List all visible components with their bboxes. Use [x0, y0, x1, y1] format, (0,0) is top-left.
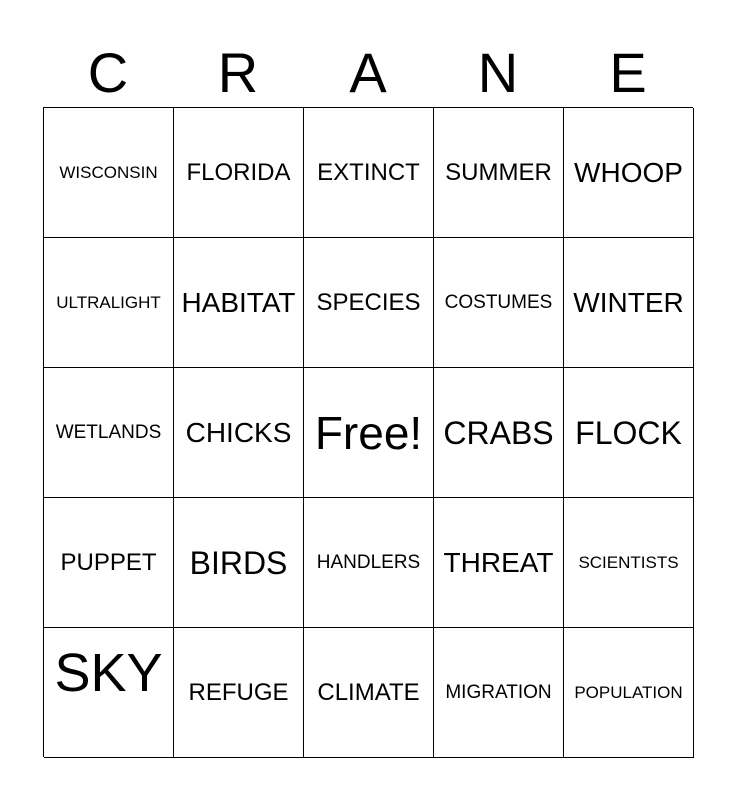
- free-space[interactable]: Free!: [304, 368, 434, 498]
- bingo-cell[interactable]: SPECIES: [304, 238, 434, 368]
- bingo-cell[interactable]: CLIMATE: [304, 628, 434, 758]
- bingo-header: [43, 40, 693, 106]
- bingo-cell[interactable]: SKY: [44, 628, 174, 758]
- bingo-cell[interactable]: POPULATION: [564, 628, 694, 758]
- bingo-cell[interactable]: THREAT: [434, 498, 564, 628]
- bingo-cell[interactable]: SCIENTISTS: [564, 498, 694, 628]
- bingo-cell[interactable]: EXTINCT: [304, 108, 434, 238]
- header-letter-r: R: [217, 41, 259, 104]
- bingo-cell[interactable]: BIRDS: [174, 498, 304, 628]
- bingo-cell[interactable]: CRABS: [434, 368, 564, 498]
- bingo-cell[interactable]: FLOCK: [564, 368, 694, 498]
- bingo-cell[interactable]: WINTER: [564, 238, 694, 368]
- bingo-cell[interactable]: REFUGE: [174, 628, 304, 758]
- bingo-cell[interactable]: MIGRATION: [434, 628, 564, 758]
- header-letter-n: N: [477, 41, 519, 104]
- bingo-cell[interactable]: HABITAT: [174, 238, 304, 368]
- bingo-cell[interactable]: HANDLERS: [304, 498, 434, 628]
- header-letter-c: C: [87, 41, 129, 104]
- bingo-cell[interactable]: PUPPET: [44, 498, 174, 628]
- bingo-cell[interactable]: CHICKS: [174, 368, 304, 498]
- bingo-cell[interactable]: ULTRALIGHT: [44, 238, 174, 368]
- bingo-cell[interactable]: WHOOP: [564, 108, 694, 238]
- bingo-cell[interactable]: FLORIDA: [174, 108, 304, 238]
- bingo-board: [43, 107, 693, 757]
- header-letter-e: E: [609, 41, 647, 104]
- bingo-cell[interactable]: WISCONSIN: [44, 108, 174, 238]
- header-letter-a: A: [349, 41, 387, 104]
- bingo-cell[interactable]: COSTUMES: [434, 238, 564, 368]
- bingo-cell[interactable]: WETLANDS: [44, 368, 174, 498]
- bingo-cell[interactable]: SUMMER: [434, 108, 564, 238]
